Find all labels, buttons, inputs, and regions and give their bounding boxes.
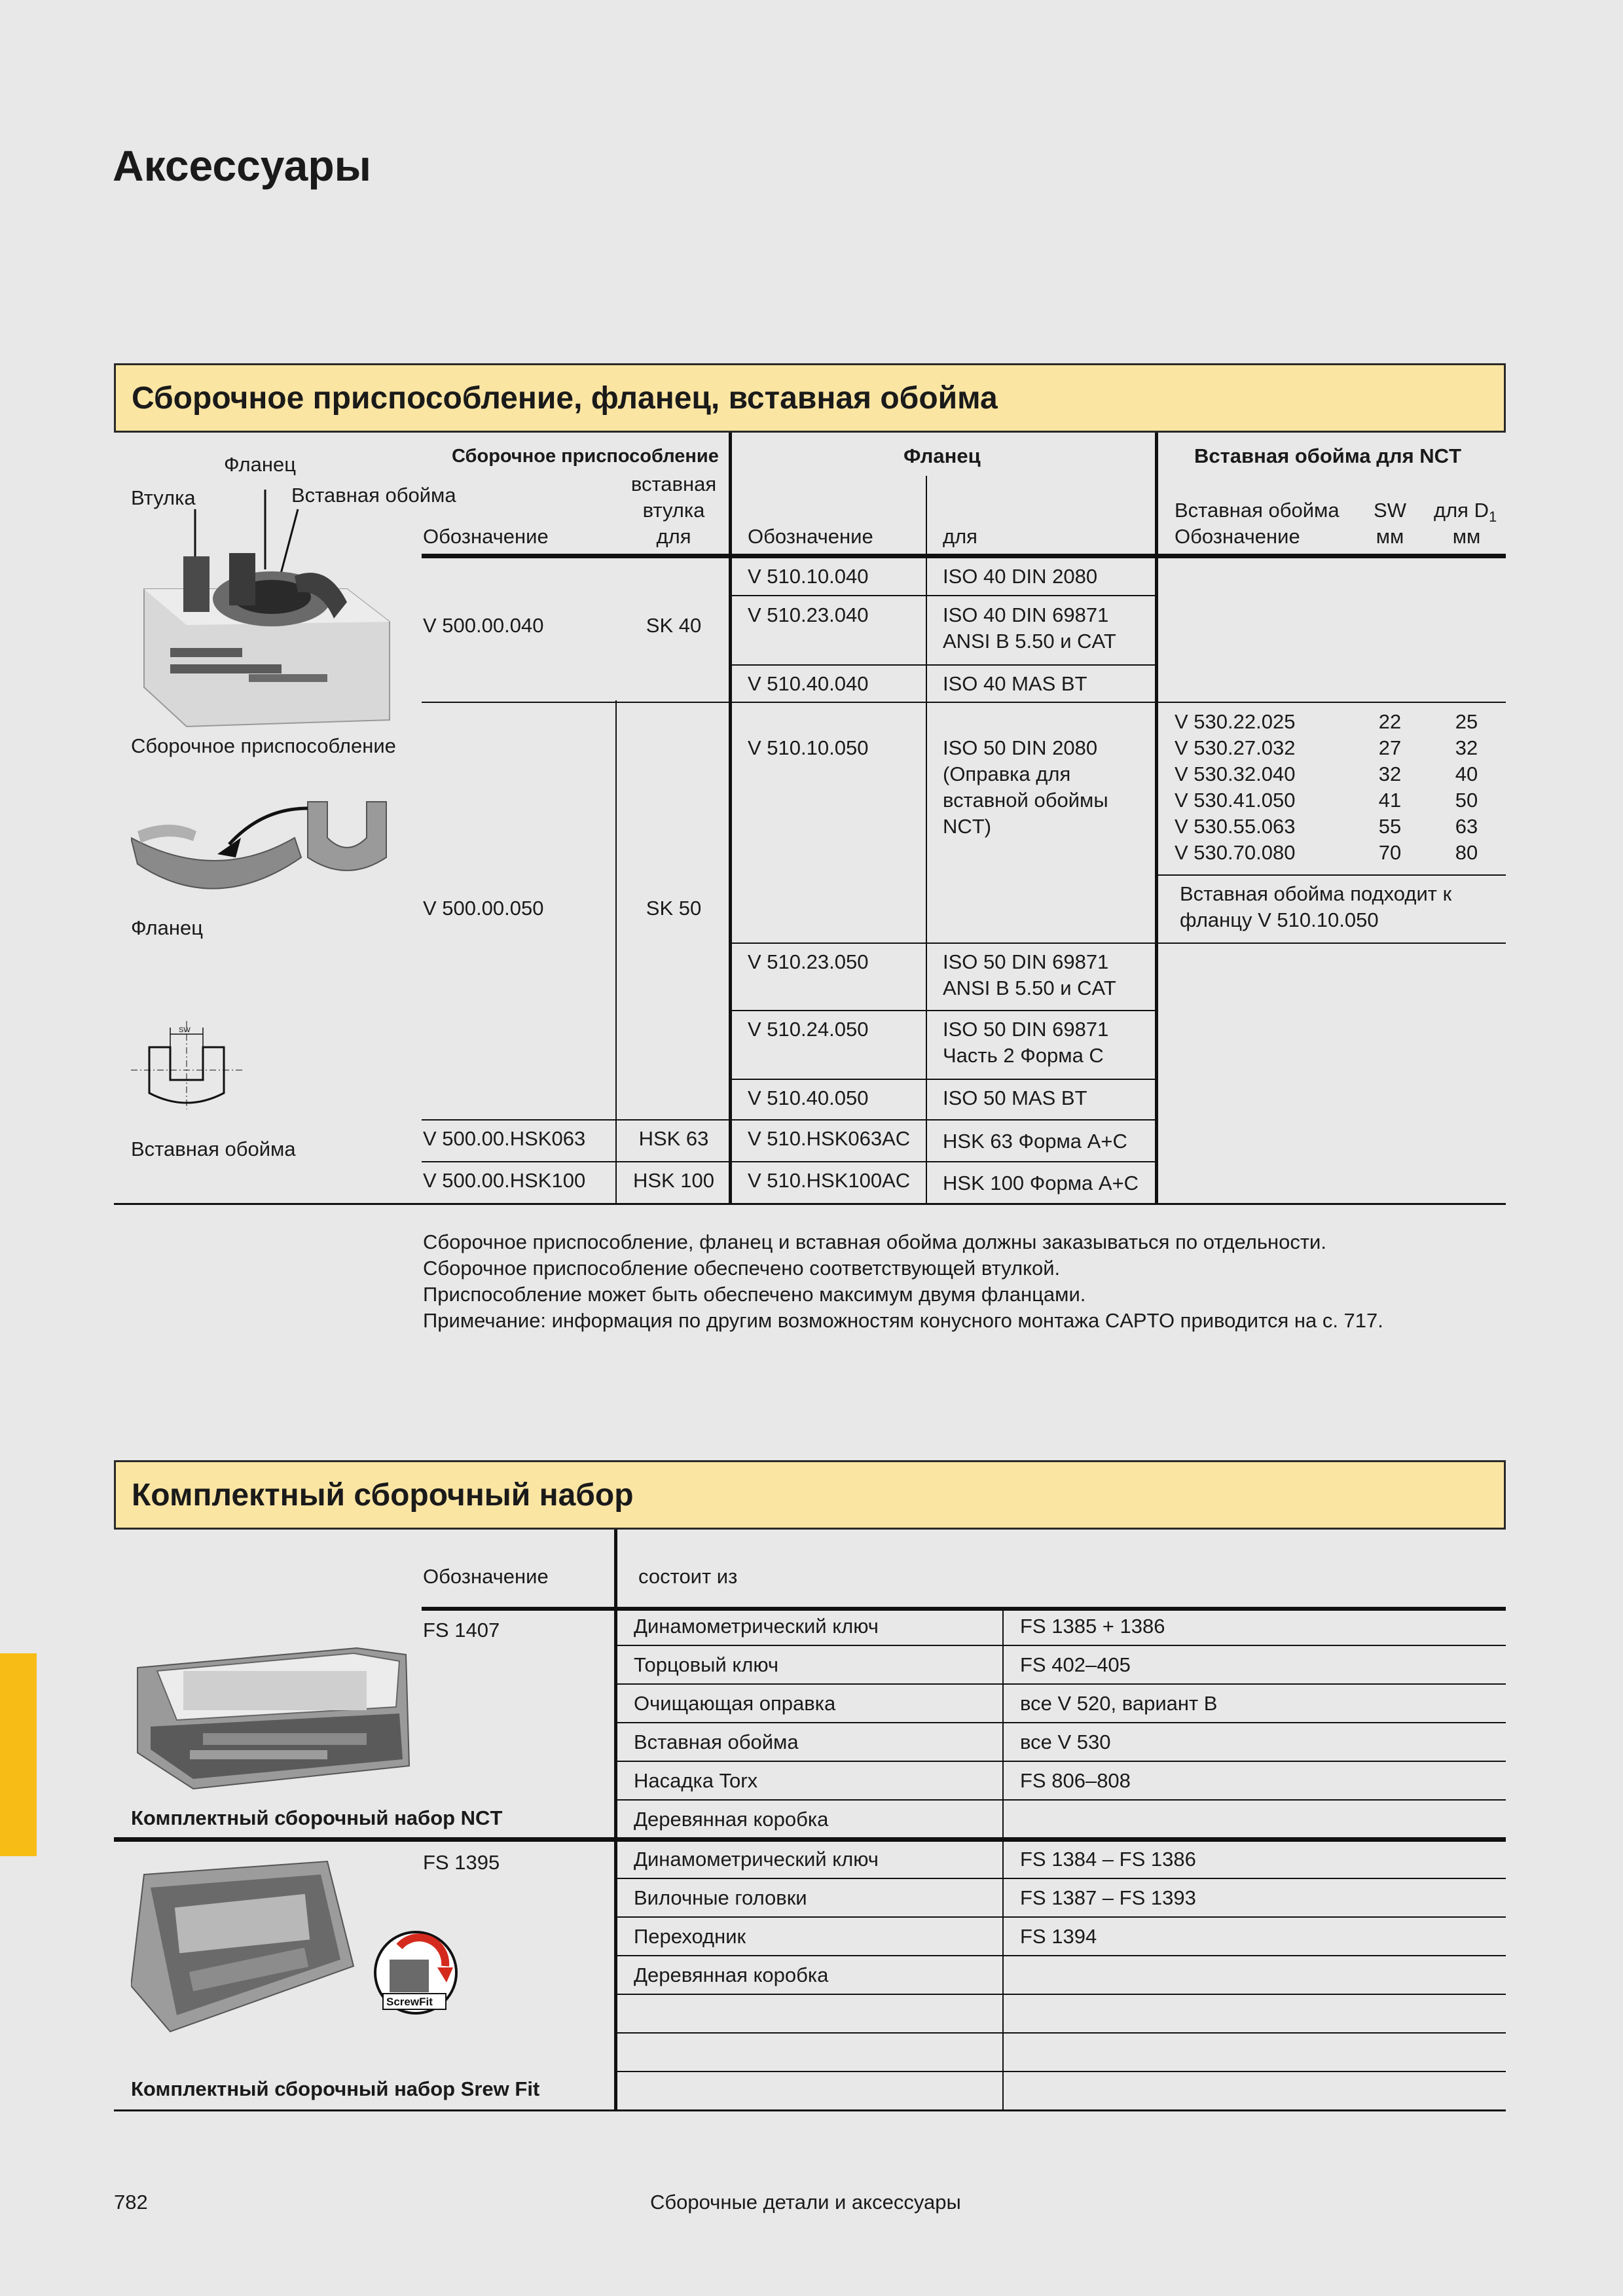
flange-for: Часть 2 Форма С: [943, 1044, 1104, 1067]
kit-item-name: Переходник: [634, 1925, 746, 1948]
flange-for: ISO 40 DIN 2080: [943, 565, 1098, 588]
row-rule: [616, 1683, 1506, 1685]
fixture-bush: HSK 100: [632, 1169, 715, 1192]
section-header-text: Комплектный сборочный набор: [132, 1478, 634, 1513]
kit-item-ref: FS 1387 – FS 1393: [1020, 1886, 1196, 1909]
kit-nct-image: [131, 1635, 412, 1792]
flange-for: NCT): [943, 815, 992, 838]
table1-divider-flange: [926, 476, 927, 1203]
kit-item-name: Вилочные головки: [634, 1886, 807, 1909]
rule-insert-3: [1158, 942, 1506, 944]
col-head-flange-for: для: [943, 525, 977, 548]
col-head-bush-1: вставная: [630, 473, 717, 495]
kit-item-ref: все V 520, вариант B: [1020, 1692, 1218, 1715]
insert-des: V 530.55.063: [1175, 815, 1296, 838]
insert-sw: 22: [1378, 710, 1402, 733]
rule-flange-4: [732, 942, 1156, 944]
kit-item-name: Деревянная коробка: [634, 1808, 829, 1831]
col-head-sw-1: SW: [1374, 499, 1406, 522]
kit-item-name: Динамометрический ключ: [634, 1848, 879, 1871]
kit-item-ref: FS 1394: [1020, 1925, 1097, 1948]
kit-nct-caption: Комплектный сборочный набор NCT: [131, 1806, 503, 1829]
group-head-flange: Фланец: [903, 444, 981, 467]
insert-d: 63: [1455, 815, 1478, 838]
kit-item-name: Вставная обойма: [634, 1731, 799, 1753]
fixture-bush: HSK 63: [638, 1127, 709, 1150]
rule-fixture-1: [422, 702, 729, 703]
fixture-des: V 500.00.050: [423, 897, 544, 920]
insert-des: V 530.22.025: [1175, 710, 1296, 733]
row-rule: [616, 1878, 1506, 1879]
insert-d: 25: [1455, 710, 1478, 733]
callout-insert: Вставная обойма: [291, 484, 456, 507]
flange-des: V 510.HSK100AC: [748, 1169, 911, 1192]
kit-item-ref: все V 530: [1020, 1731, 1111, 1753]
insert-d: 32: [1455, 736, 1478, 759]
insert-des: V 530.27.032: [1175, 736, 1296, 759]
section-header-kit: [114, 1460, 1506, 1530]
caption-fixture: Сборочное приспособление: [131, 734, 396, 757]
insert-sw: 55: [1378, 815, 1402, 838]
col-head-kit-des: Обозначение: [423, 1565, 549, 1588]
insert-sw: 70: [1378, 841, 1402, 864]
flange-des: V 510.24.050: [748, 1018, 869, 1041]
rule-flange-1: [732, 595, 1156, 596]
kit-des: FS 1395: [423, 1851, 500, 1874]
callout-bushing: Втулка: [131, 486, 196, 509]
kit-screwfit-caption: Комплектный сборочный набор Srew Fit: [131, 2077, 540, 2100]
row-rule: [616, 1799, 1506, 1801]
flange-for: ISO 50 DIN 2080: [943, 736, 1098, 759]
table1-divider-bush: [615, 700, 617, 1204]
col-head-bush-3: для: [656, 525, 691, 548]
insert-sw: 41: [1378, 789, 1402, 812]
chapter-tab: [0, 1653, 37, 1856]
rule-flange-5: [732, 1010, 1156, 1011]
col-head-bush-2: втулка: [642, 499, 705, 522]
fixture-des: V 500.00.HSK100: [423, 1169, 586, 1192]
col-head-insert-des-1: Вставная обойма: [1175, 499, 1340, 522]
col-head-sw-2: мм: [1376, 525, 1404, 548]
flange-for: HSK 63 Форма A+C: [943, 1130, 1127, 1153]
table2-divider-main: [614, 1530, 617, 2111]
fixture-des: V 500.00.040: [423, 614, 544, 637]
col-head-fixture-des: Обозначение: [423, 525, 549, 548]
kit-screwfit-image: [131, 1848, 465, 2038]
kit-item-ref: FS 806–808: [1020, 1769, 1131, 1792]
rule-flange-8: [732, 1161, 1156, 1162]
kit-des: FS 1407: [423, 1619, 500, 1641]
rule-flange-2: [732, 664, 1156, 666]
table2-set-rule: [114, 1837, 1506, 1842]
insert-d: 50: [1455, 789, 1478, 812]
fixture-bush: SK 40: [646, 614, 702, 637]
caption-flange: Фланец: [131, 916, 203, 939]
flange-for: ISO 40 DIN 69871: [943, 603, 1109, 626]
row-rule: [616, 1722, 1506, 1723]
kit-item-name: Торцовый ключ: [634, 1653, 779, 1676]
flange-des: V 510.10.050: [748, 736, 869, 759]
col-head-flange-des: Обозначение: [748, 525, 873, 548]
flange-for: ISO 50 DIN 69871: [943, 1018, 1109, 1041]
note-line: Примечание: информация по другим возможностям конусного монтажа CAPTO приводится на с. 717.: [423, 1309, 1383, 1332]
flange-for: (Оправка для: [943, 762, 1071, 785]
flange-for: вставной обоймы: [943, 789, 1108, 812]
rule-fixture-3: [422, 1161, 729, 1162]
table1-bottom-rule: [114, 1203, 1506, 1205]
col-head-insert-des-2: Обозначение: [1175, 525, 1300, 548]
note-line: Сборочное приспособление, фланец и вставная обойма должны заказываться по отдельности.: [423, 1230, 1326, 1253]
group-head-insert: Вставная обойма для NCT: [1194, 444, 1462, 467]
fixture-des: V 500.00.HSK063: [423, 1127, 586, 1150]
col-head-kit-consists: состоит из: [638, 1565, 738, 1588]
note-line: Сборочное приспособление обеспечено соответствующей втулкой.: [423, 1257, 1061, 1280]
flange-des: V 510.10.040: [748, 565, 869, 588]
flange-for: ISO 40 MAS BT: [943, 672, 1087, 695]
kit-item-name: Динамометрический ключ: [634, 1615, 879, 1638]
group-head-fixture: Сборочное приспособление: [452, 446, 719, 467]
rule-flange-7: [732, 1119, 1156, 1121]
insert-d: 80: [1455, 841, 1478, 864]
flange-des: V 510.HSK063AC: [748, 1127, 911, 1150]
flange-for: ANSI B 5.50 и CAT: [943, 977, 1116, 999]
insert-note-line-1: Вставная обойма подходит к: [1180, 882, 1452, 905]
flange-des: V 510.23.040: [748, 603, 869, 626]
section-header-assembly: [114, 363, 1506, 433]
insert-note-line-2: фланцу V 510.10.050: [1180, 908, 1379, 931]
rule-flange-6: [732, 1079, 1156, 1080]
flange-image: [131, 792, 432, 923]
insert-des: V 530.41.050: [1175, 789, 1296, 812]
row-rule: [616, 2071, 1506, 2072]
flange-des: V 510.40.040: [748, 672, 869, 695]
insert-des: V 530.70.080: [1175, 841, 1296, 864]
table1-header-rule: [422, 554, 1506, 558]
row-rule: [616, 1955, 1506, 1956]
section-header-text: Сборочное приспособление, фланец, вставная обойма: [132, 381, 998, 416]
flange-for: ISO 50 DIN 69871: [943, 950, 1109, 973]
row-rule: [616, 2032, 1506, 2034]
footer-title: Сборочные детали и аксессуары: [650, 2191, 961, 2214]
table2-header-rule: [422, 1607, 1506, 1611]
kit-item-name: Очищающая оправка: [634, 1692, 836, 1715]
table1-divider-2: [1155, 433, 1158, 1204]
row-rule: [616, 1916, 1506, 1918]
insert-sw: 27: [1378, 736, 1402, 759]
rule-fixture-2: [422, 1119, 729, 1121]
table2-divider-ref: [1002, 1607, 1004, 2111]
kit-item-name: Деревянная коробка: [634, 1964, 829, 1986]
page-title: Аксессуары: [113, 141, 372, 190]
row-rule: [616, 1645, 1506, 1646]
col-head-d-2: мм: [1452, 525, 1481, 548]
callout-flange: Фланец: [224, 453, 296, 476]
assembly-fixture-image: [131, 478, 399, 740]
kit-item-ref: FS 1384 – FS 1386: [1020, 1848, 1196, 1871]
kit-item-ref: FS 1385 + 1386: [1020, 1615, 1165, 1638]
insert-sw: 32: [1378, 762, 1402, 785]
flange-for: ISO 50 MAS BT: [943, 1086, 1087, 1109]
flange-for: HSK 100 Форма A+C: [943, 1172, 1139, 1194]
kit-item-name: Насадка Torx: [634, 1769, 758, 1792]
insert-drawing: [131, 1014, 249, 1113]
table2-bottom-rule: [114, 2109, 1506, 2111]
kit-item-ref: FS 402–405: [1020, 1653, 1131, 1676]
note-line: Приспособление может быть обеспечено максимум двумя фланцами.: [423, 1283, 1086, 1306]
flange-for: ANSI B 5.50 и CAT: [943, 630, 1116, 653]
caption-insert: Вставная обойма: [131, 1138, 296, 1160]
flange-des: V 510.23.050: [748, 950, 869, 973]
rule-insert-2: [1158, 874, 1506, 876]
rule-flange-3: [732, 702, 1156, 703]
flange-des: V 510.40.050: [748, 1086, 869, 1109]
page-number: 782: [114, 2191, 148, 2214]
col-head-d-1: для $D_1$: [1434, 499, 1497, 526]
svg-text:SW: SW: [179, 1026, 191, 1034]
insert-des: V 530.32.040: [1175, 762, 1296, 785]
row-rule: [616, 1994, 1506, 1995]
rule-insert-1: [1158, 702, 1506, 703]
row-rule: [616, 1761, 1506, 1762]
screwfit-logo-text: ScrewFit: [386, 1996, 433, 2008]
insert-d: 40: [1455, 762, 1478, 785]
fixture-bush: SK 50: [646, 897, 702, 920]
